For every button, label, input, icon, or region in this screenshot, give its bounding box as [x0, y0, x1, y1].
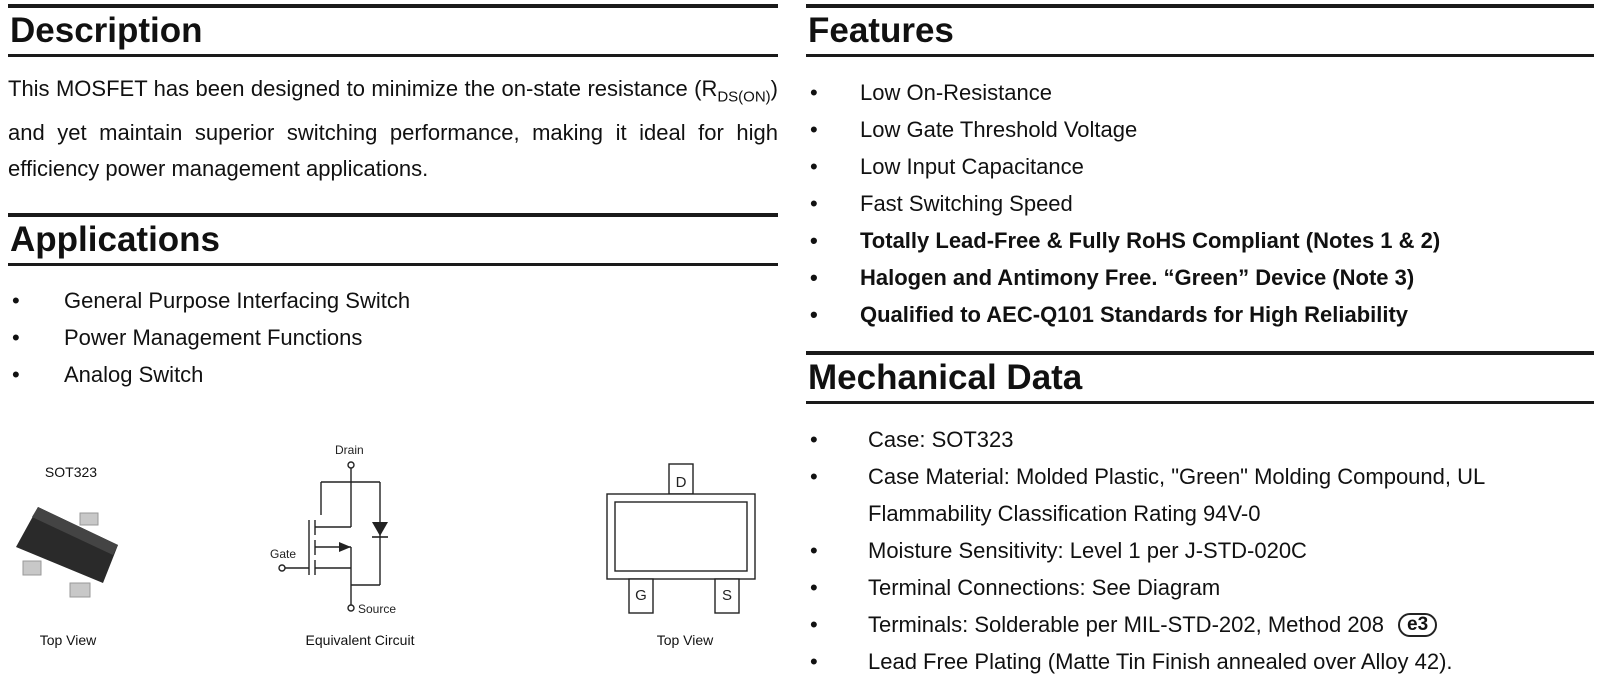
bullet-icon: • — [12, 288, 20, 314]
rds-on-subscript: DS(ON) — [717, 88, 771, 106]
list-item: • Low Input Capacitance — [806, 148, 1594, 185]
bullet-icon: • — [810, 191, 818, 216]
package-label: SOT323 — [44, 464, 98, 480]
description-text — [8, 71, 778, 187]
right-column — [806, 0, 1594, 680]
mechanical-heading: Mechanical Data — [808, 358, 1083, 397]
equivalent-circuit-diagram — [265, 440, 425, 625]
description-text-after: ) and yet maintain superior switching performance, making it ideal for high efficiency power management applications. — [8, 76, 778, 182]
pin-g-label: G — [635, 587, 647, 604]
applications-bottom-rule — [8, 263, 778, 266]
features-heading: Features — [808, 11, 954, 50]
list-item: • Terminals: Solderable per MIL-STD-202, Method 208 e3 — [806, 606, 1594, 643]
list-item: • Lead Free Plating (Matte Tin Finish annealed over Alloy 42). — [806, 643, 1594, 680]
mechanical-list — [806, 421, 1594, 680]
bullet-icon: • — [810, 538, 818, 563]
bullet-icon: • — [810, 575, 818, 600]
e3-badge: e3 — [1398, 613, 1437, 637]
list-item: • Moisture Sensitivity: Level 1 per J-STD-020C — [806, 532, 1594, 569]
mechanical-bottom-rule — [806, 401, 1594, 404]
pin-d-label: D — [675, 474, 687, 491]
list-item: • Case Material: Molded Plastic, "Green" Molding Compound, UL Flammability Classification Rating 94V-0 — [806, 458, 1594, 532]
list-item: • Power Management Functions — [8, 319, 778, 356]
list-item: • Fast Switching Speed — [806, 185, 1594, 222]
bullet-icon: • — [810, 302, 818, 327]
bullet-icon: • — [12, 362, 20, 388]
bullet-icon: • — [810, 154, 818, 179]
package-image — [8, 505, 128, 605]
list-item: • Qualified to AEC-Q101 Standards for High Reliability — [806, 296, 1594, 333]
bullet-icon: • — [810, 464, 818, 489]
list-item: • Terminal Connections: See Diagram — [806, 569, 1594, 606]
package-caption: Top View — [39, 632, 97, 648]
pin-s-label: S — [721, 587, 733, 604]
drain-label: Drain — [335, 443, 364, 457]
bullet-icon: • — [810, 117, 818, 142]
bullet-icon: • — [810, 80, 818, 105]
list-item: • Totally Lead-Free & Fully RoHS Compliant (Notes 1 & 2) — [806, 222, 1594, 259]
bullet-icon: • — [12, 325, 20, 351]
bullet-icon: • — [810, 612, 818, 637]
description-heading: Description — [10, 11, 203, 50]
bullet-icon: • — [810, 649, 818, 674]
pinout-diagram — [605, 462, 765, 622]
list-item: • Low Gate Threshold Voltage — [806, 111, 1594, 148]
features-list — [806, 74, 1594, 333]
list-item: • Analog Switch — [8, 356, 778, 393]
bullet-icon: • — [810, 427, 818, 452]
source-label: Source — [358, 602, 397, 616]
applications-list — [8, 282, 778, 393]
left-column — [8, 0, 778, 393]
list-item: • Case: SOT323 — [806, 421, 1594, 458]
gate-label: Gate — [270, 547, 297, 561]
circuit-caption: Equivalent Circuit — [305, 632, 415, 648]
bullet-icon: • — [810, 228, 818, 253]
list-item: • Low On-Resistance — [806, 74, 1594, 111]
description-bottom-rule — [8, 54, 778, 57]
description-text-before: This MOSFET has been designed to minimize the on-state resistance (R — [8, 76, 718, 101]
applications-heading: Applications — [10, 220, 221, 260]
list-item: • Halogen and Antimony Free. “Green” Device (Note 3) — [806, 259, 1594, 296]
bullet-icon: • — [810, 265, 818, 290]
features-bottom-rule — [806, 54, 1594, 57]
list-item: • General Purpose Interfacing Switch — [8, 282, 778, 319]
pinout-caption: Top View — [656, 632, 714, 648]
